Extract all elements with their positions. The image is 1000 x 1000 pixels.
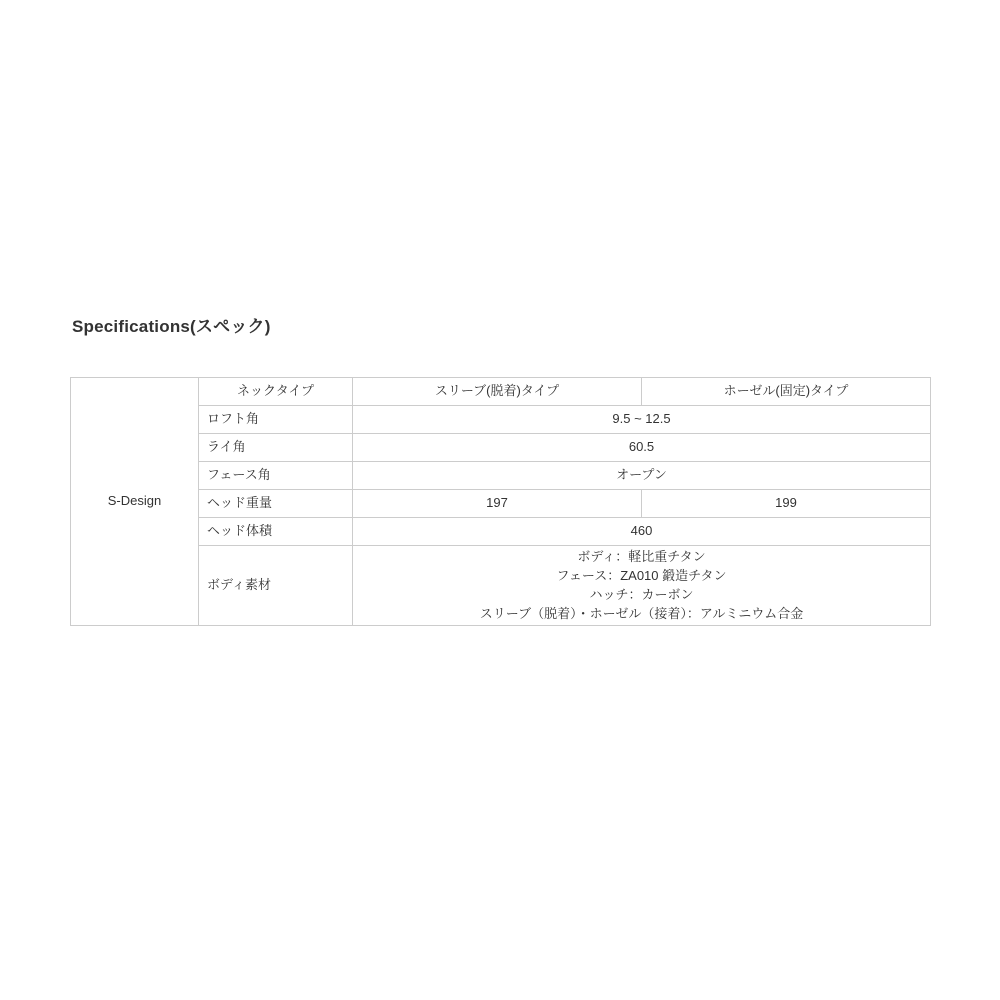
spec-table <box>70 377 931 626</box>
table-row-head-weight <box>71 490 931 518</box>
page-title: Specifications(スペック) <box>72 317 271 336</box>
table-row-header <box>71 378 931 406</box>
body-material-line-body: ボディ：軽比重チタン <box>577 549 706 564</box>
product-name-cell: S-Design <box>71 378 199 626</box>
body-material-label: ボディ素材 <box>199 546 353 626</box>
table-row-head-volume <box>71 518 931 546</box>
loft-label: ロフト角 <box>199 406 353 434</box>
table-row-face-angle <box>71 462 931 490</box>
head-volume-value: 460 <box>353 518 931 546</box>
column-header-hosel-type: ホーゼル(固定)タイプ <box>642 378 931 406</box>
head-weight-label: ヘッド重量 <box>199 490 353 518</box>
face-angle-label: フェース角 <box>199 462 353 490</box>
lie-value: 60.5 <box>353 434 931 462</box>
table-row-body-material <box>71 546 931 626</box>
column-header-sleeve-type: スリーブ(脱着)タイプ <box>353 378 642 406</box>
column-header-neck-type: ネックタイプ <box>199 378 353 406</box>
head-weight-hosel-value: 199 <box>642 490 931 518</box>
table-row-loft <box>71 406 931 434</box>
body-material-value <box>353 546 931 626</box>
loft-value: 9.5 ~ 12.5 <box>353 406 931 434</box>
head-volume-label: ヘッド体積 <box>199 518 353 546</box>
table-row-lie <box>71 434 931 462</box>
head-weight-sleeve-value: 197 <box>353 490 642 518</box>
body-material-line-face: フェース：ZA010 鍛造チタン <box>556 567 727 583</box>
face-angle-value: オープン <box>353 462 931 490</box>
lie-label: ライ角 <box>199 434 353 462</box>
body-material-line-hatch: ハッチ：カーボン <box>589 586 694 602</box>
body-material-line-sleeve-hosel: スリーブ（脱着）・ホーゼル（接着）：アルミニウム合金 <box>479 605 804 621</box>
